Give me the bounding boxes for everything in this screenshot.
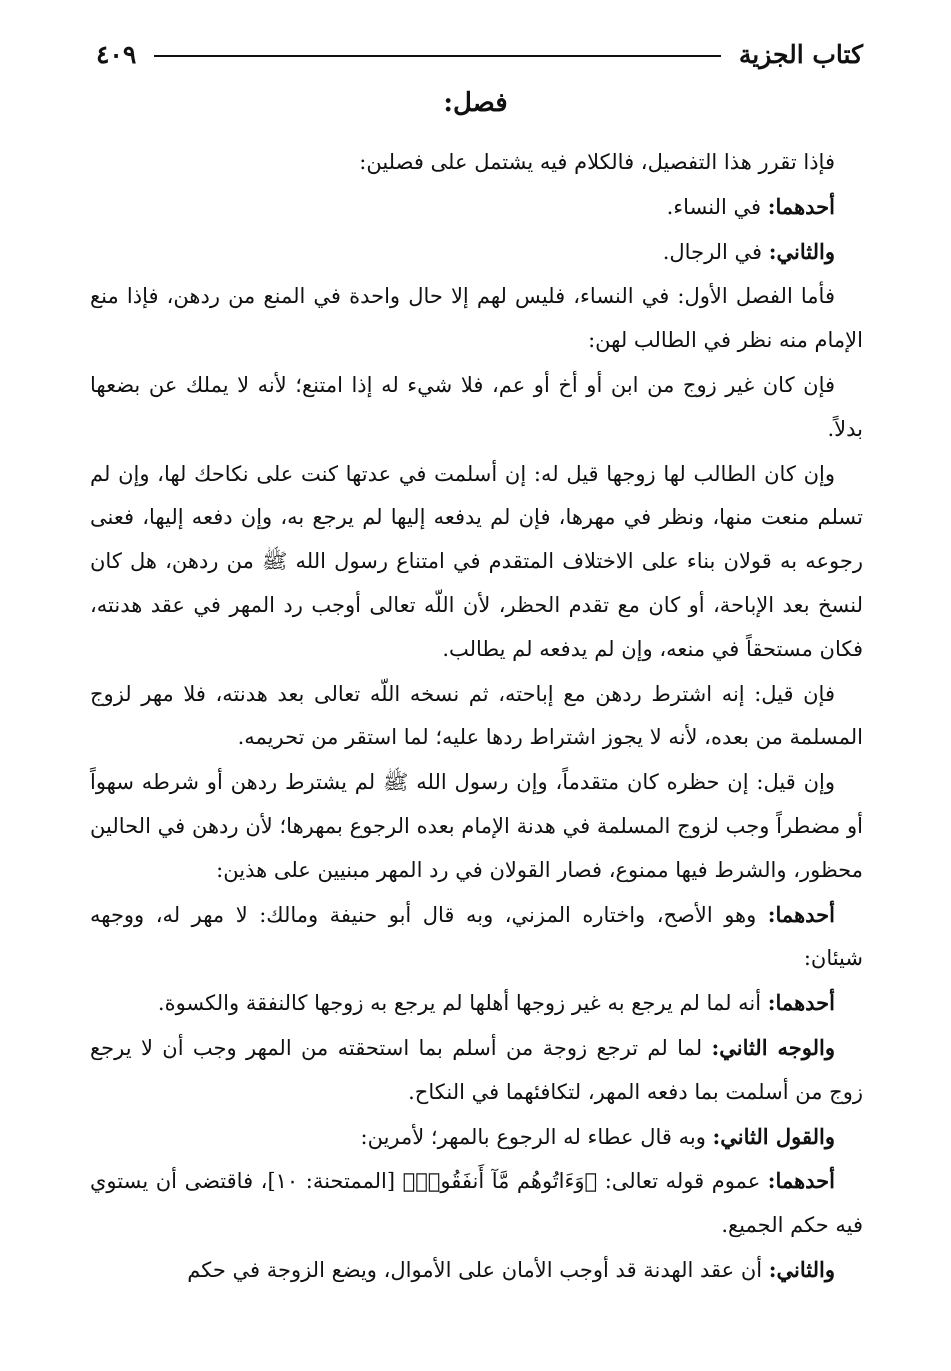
paragraph — [90, 230, 863, 275]
paragraph-text: وهو الأصح، واختاره المزني، وبه قال أبو حنيفة ومالك: لا مهر له، ووجهه شيئان: — [90, 902, 863, 971]
paragraph-text: فإن قيل: إنه اشترط ردهن مع إباحته، ثم نسخه اللّه تعالى بعد هدنته، فلا مهر لزوج المسلمة من بعده، لأنه لا يجوز اشتراط ردها عليه؛ لما استقر من تحريمه. — [90, 681, 863, 750]
body-text — [90, 140, 863, 1293]
section-title: فصل: — [443, 88, 508, 118]
paragraph-text: وإن كان الطالب لها زوجها قيل له: إن أسلمت في عدتها كنت على نكاحك لها، وإن لم تسلم منعت منها، ونظر في مهرها، فإن لم يدفعه إليها لم يرجع به، وإن دفعه إليها، فعنى رجوعه به قولان بناء على الاختلاف المتقدم في امتناع رسول الله ﷺ من ردهن، هل كان لنسخ بعد الإباحة، أو كان مع تقدم الحظر، لأن اللّه تعالى أوجب رد المهر في عقد هدنته، فكان مستحقاً في منعه، وإن لم يدفعه لم يطالب. — [90, 461, 864, 661]
page-number: ٤٠٩ — [96, 39, 137, 69]
paragraph — [90, 981, 863, 1026]
paragraph — [90, 672, 863, 761]
paragraph-text: فأما الفصل الأول: في النساء، فليس لهم إلا حال واحدة في المنع من ردهن، فإذا منع الإمام منه نظر في الطالب لهن: — [90, 284, 863, 353]
paragraph — [90, 363, 863, 452]
paragraph — [90, 140, 863, 185]
page-header — [96, 32, 863, 76]
running-title: كتاب الجزية — [738, 39, 863, 69]
paragraph-lead: أحدهما: — [767, 193, 835, 219]
paragraph — [90, 1026, 863, 1115]
paragraph — [90, 1115, 863, 1160]
paragraph — [90, 1248, 863, 1293]
paragraph — [90, 1159, 863, 1248]
paragraph-lead: أحدهما: — [767, 901, 835, 927]
header-rule — [154, 55, 721, 57]
paragraph-text: أن عقد الهدنة قد أوجب الأمان على الأموال، ويضع الزوجة في حكم — [187, 1257, 769, 1282]
paragraph-text: وإن قيل: إن حظره كان متقدماً، وإن رسول الله ﷺ لم يشترط ردهن أو شرطه سهواً أو مضطراً وجب لزوج المسلمة في هدنة الإمام بعده الرجوع بمهرها؛ لأن ردهن في الحالين محظور، والشرط فيها ممنوع، فصار القولان في رد المهر مبنيين على هذين: — [90, 770, 863, 882]
paragraph-lead: والثاني: — [768, 238, 835, 264]
paragraph — [90, 274, 863, 363]
paragraph-text: عموم قوله تعالى: ﴿وَءَاتُوهُم مَّآ أَنفَقُوا۟﴾ [الممتحنة: ١٠]، فاقتضى أن يستوي فيه حكم الجميع. — [90, 1169, 863, 1238]
paragraph-text: فإذا تقرر هذا التفصيل، فالكلام فيه يشتمل على فصلين: — [359, 150, 835, 174]
paragraph-lead: والثاني: — [768, 1256, 835, 1282]
paragraph-lead: والوجه الثاني: — [711, 1034, 835, 1060]
paragraph — [90, 760, 863, 892]
paragraph-text: فإن كان غير زوج من ابن أو أخ أو عم، فلا شيء له إذا امتنع؛ لأنه لا يملك عن بضعها بدلاً. — [90, 372, 863, 441]
paragraph-lead: والقول الثاني: — [712, 1123, 835, 1149]
paragraph-text: في النساء. — [666, 194, 768, 219]
paragraph — [90, 893, 863, 982]
paragraph-text: وبه قال عطاء له الرجوع بالمهر؛ لأمرين: — [360, 1124, 713, 1149]
paragraph-lead: أحدهما: — [767, 990, 835, 1016]
paragraph-text: أنه لما لم يرجع به غير زوجها أهلها لم يرجع به زوجها كالنفقة والكسوة. — [157, 991, 768, 1016]
paragraph-text: في الرجال. — [662, 239, 769, 264]
paragraph-text: لما لم ترجع زوجة من أسلم بما استحقته من المهر وجب أن لا يرجع زوج من أسلمت بما دفعه المهر، لتكافئهما في النكاح. — [90, 1035, 863, 1104]
paragraph — [90, 185, 863, 230]
paragraph — [90, 452, 863, 672]
paragraph-lead: أحدهما: — [767, 1168, 836, 1194]
